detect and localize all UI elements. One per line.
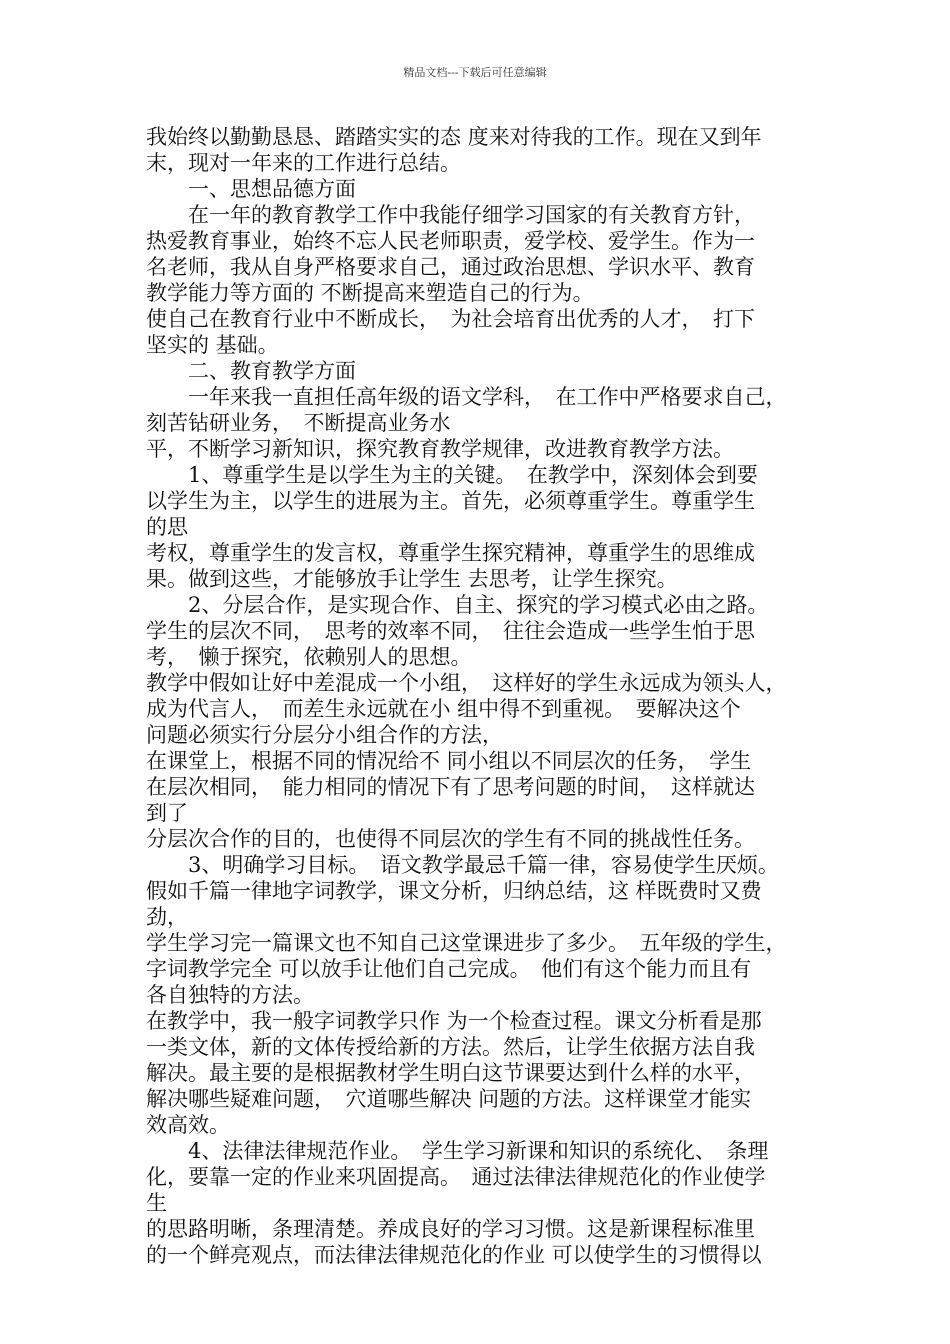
text-line: 假如千篇一律地字词教学，课文分析，归纳总结，这 样既费时又费 xyxy=(146,879,762,903)
text-line: 问题必须实行分层分小组合作的方法， xyxy=(146,723,503,747)
text-line: 2、分层合作，是实现合作、自主、探究的学习模式必由之路。 xyxy=(146,593,769,617)
text-line: 生 xyxy=(146,1191,167,1215)
text-line: 学生的层次不同， 思考的效率不同， 往往会造成一些学生怕于思 xyxy=(146,619,755,643)
text-line: 化，要靠一定的作业来巩固提高。 通过法律法律规范化的作业使学 xyxy=(146,1165,766,1189)
text-line: 解决。最主要的是根据教材学生明白这节课要达到什么样的水平， xyxy=(146,1061,755,1085)
text-line: 平，不断学习新知识，探究教育教学规律，改进教育教学方法。 xyxy=(146,437,734,461)
text-line: 教学中假如让好中差混成一个小组， 这样好的学生永远成为领头人， xyxy=(146,671,787,695)
text-line: 在教学中，我一般字词教学只作 为一个检查过程。课文分析看是那 xyxy=(146,1009,762,1033)
text-line: 一年来我一直担任高年级的语文学科， 在工作中严格要求自己， xyxy=(146,385,787,409)
text-line: 成为代言人， 而差生永远就在小 组中得不到重视。 要解决这个 xyxy=(146,697,741,721)
text-line: 4、法律法律规范作业。 学生学习新课和知识的系统化、 条理 xyxy=(146,1139,769,1163)
text-line: 学生学习完一篇课文也不知自己这堂课进步了多少。 五年级的学生， xyxy=(146,931,787,955)
text-line: 刻苦钻研业务， 不断提高业务水 xyxy=(146,411,451,435)
text-line: 教学能力等方面的 不断提高来塑造自己的行为。 xyxy=(146,281,594,305)
document-body xyxy=(146,124,816,1268)
text-line: 字词教学完全 可以放手让他们自己完成。 他们有这个能力而且有 xyxy=(146,957,752,981)
text-line: 各自独特的方法。 xyxy=(146,983,314,1007)
text-line: 二、教育教学方面 xyxy=(146,359,356,383)
text-line: 名老师，我从自身严格要求自己，通过政治思想、学识水平、教育 xyxy=(146,255,755,279)
text-line: 解决哪些疑难问题， 穴道哪些解决 问题的方法。这样课堂才能实 xyxy=(146,1087,752,1111)
text-line: 使自己在教育行业中不断成长， 为社会培育出优秀的人才， 打下 xyxy=(146,307,755,331)
text-line: 热爱教育事业，始终不忘人民老师职责，爱学校、爱学生。作为一 xyxy=(146,229,755,253)
page-header: 精品文档---下载后可任意编辑 xyxy=(403,66,547,79)
text-line: 一类文体，新的文体传授给新的方法。然后，让学生依据方法自我 xyxy=(146,1035,755,1059)
text-line: 末，现对一年来的工作进行总结。 xyxy=(146,151,461,175)
text-line: 的思 xyxy=(146,515,188,539)
text-line: 效高效。 xyxy=(146,1113,230,1137)
text-line: 在课堂上，根据不同的情况给不 同小组以不同层次的任务， 学生 xyxy=(146,749,752,773)
text-line: 考， 懒于探究，依赖别人的思想。 xyxy=(146,645,472,669)
text-line: 在层次相同， 能力相同的情况下有了思考问题的时间， 这样就达 xyxy=(146,775,755,799)
text-line: 以学生为主，以学生的进展为主。首先，必须尊重学生。尊重学生 xyxy=(146,489,755,513)
text-line: 坚实的 基础。 xyxy=(146,333,279,357)
text-line: 我始终以勤勤恳恳、踏踏实实的态 度来对待我的工作。现在又到年 xyxy=(146,125,762,149)
text-line: 劲， xyxy=(146,905,188,929)
text-line: 考权，尊重学生的发言权，尊重学生探究精神，尊重学生的思维成 xyxy=(146,541,755,565)
text-line: 1、尊重学生是以学生为主的关键。 在教学中，深刻体会到要 xyxy=(146,463,758,487)
text-line: 的思路明晰，条理清楚。养成良好的学习习惯。这是新课程标准里 xyxy=(146,1217,755,1241)
text-line: 到了 xyxy=(146,801,188,825)
text-line: 的一个鲜亮观点，而法律法律规范化的作业 可以使学生的习惯得以 xyxy=(146,1243,762,1267)
text-line: 一、思想品德方面 xyxy=(146,177,356,201)
text-line: 果。做到这些，才能够放手让学生 去思考，让学生探究。 xyxy=(146,567,678,591)
text-line: 在一年的教育教学工作中我能仔细学习国家的有关教育方针， xyxy=(146,203,755,227)
text-line: 3、明确学习目标。 语文教学最忌千篇一律，容易使学生厌烦。 xyxy=(146,853,779,877)
text-line: 分层次合作的目的，也使得不同层次的学生有不同的挑战性任务。 xyxy=(146,827,755,851)
